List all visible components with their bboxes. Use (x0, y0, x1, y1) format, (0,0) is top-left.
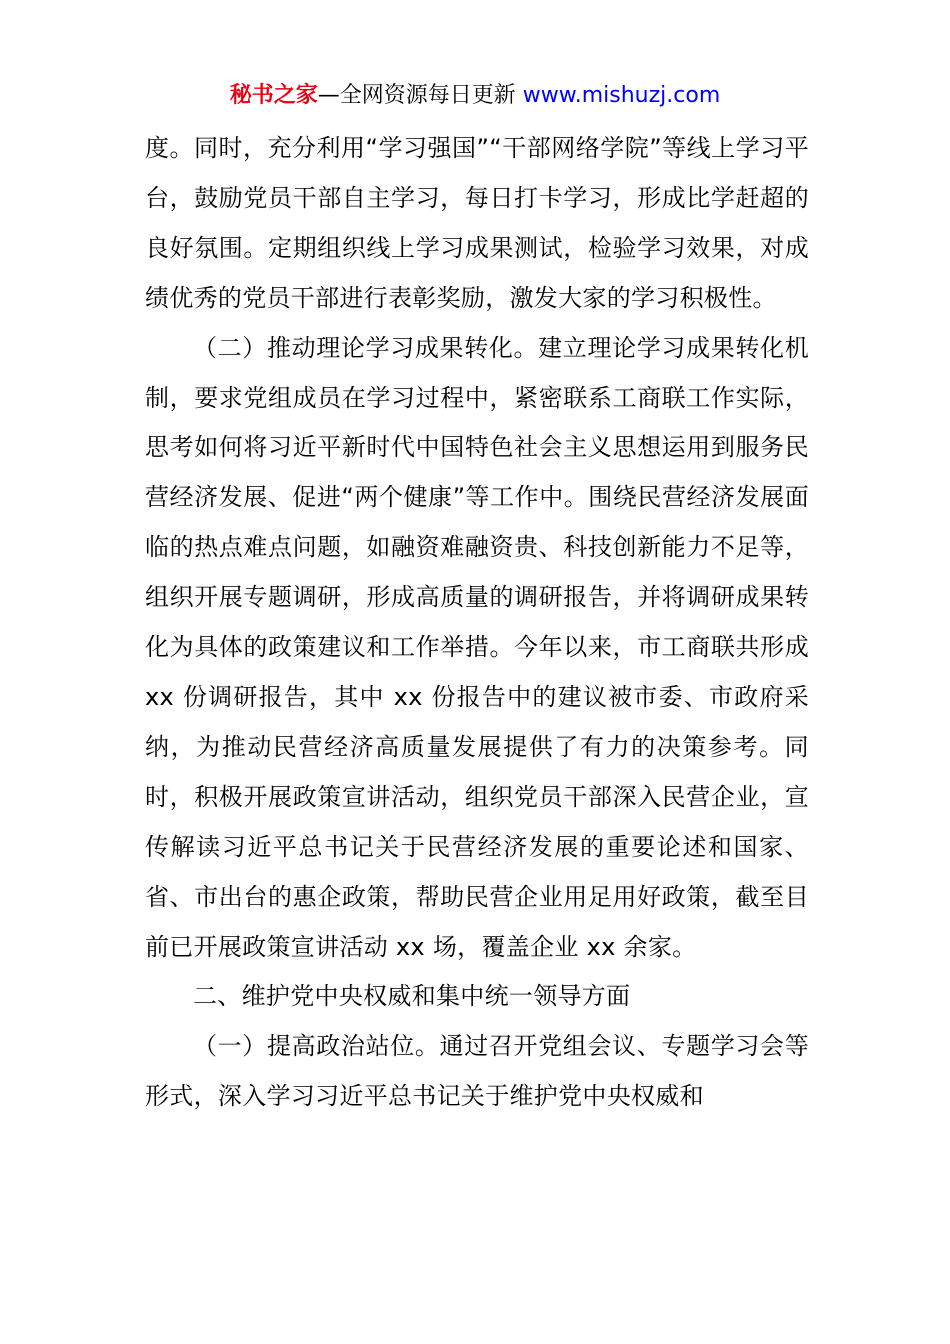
section-heading: 二、维护党中央权威和集中统一领导方面 (193, 982, 631, 1011)
paragraph-section-one: （一）提高政治站位。通过召开党组会议、专题学习会等形式，深入学习习近平总书记关于维护党中央权威和 (145, 1032, 809, 1111)
header-tagline: —全网资源每日更新 (317, 83, 523, 108)
document-body (145, 124, 809, 1122)
site-url-link[interactable]: www.mishuzj.com (522, 83, 721, 108)
page-header (0, 80, 950, 112)
paragraph-continuation: 度。同时，充分利用“学习强国”“干部网络学院”等线上学习平台，鼓励党员干部自主学习，每日打卡学习，形成比学赶超的良好氛围。定期组织线上学习成果测试，检验学习效果，对成绩优秀的党员干部进行表彰奖励，激发大家的学习积极性。 (145, 134, 809, 312)
paragraph-section-two: （二）推动理论学习成果转化。建立理论学习成果转化机制，要求党组成员在学习过程中，紧密联系工商联工作实际，思考如何将习近平新时代中国特色社会主义思想运用到服务民营经济发展、促进“两个健康”等工作中。围绕民营经济发展面临的热点难点问题，如融资难融资贵、科技创新能力不足等，组织开展专题调研，形成高质量的调研报告，并将调研成果转化为具体的政策建议和工作举措。今年以来，市工商联共形成 xx 份调研报告，其中 xx 份报告中的建议被市委、市政府采纳，为推动民营经济高质量发展提供了有力的决策参考。同时，积极开展政策宣讲活动，组织党员干部深入民营企业，宣传解读习近平总书记关于民营经济发展的重要论述和国家、省、市出台的惠企政策，帮助民营企业用足用好政策，截至目前已开展政策宣讲活动 xx 场，覆盖企业 xx 余家。 (145, 333, 809, 961)
brand-name: 秘书之家 (229, 83, 318, 108)
